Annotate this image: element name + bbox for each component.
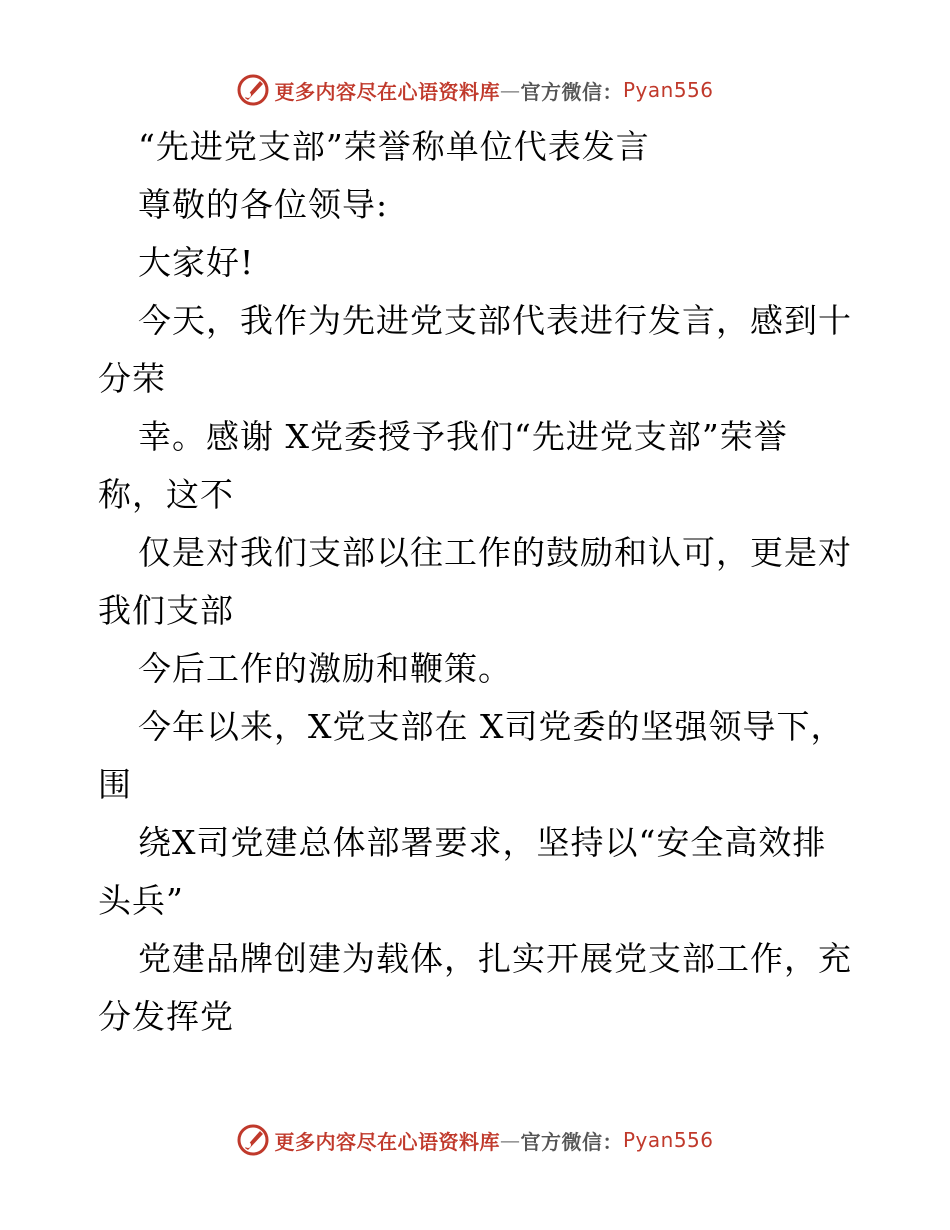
paragraph-line: 称，这不 — [98, 475, 234, 514]
banner-wechat-id: Pyan556 — [622, 78, 714, 102]
paragraph-line: 今年以来，X党支部在 X司党委的坚强领导下， — [138, 707, 845, 746]
banner-wechat-label: 官方微信： — [520, 79, 623, 104]
paragraph-line: 分荣 — [98, 359, 166, 398]
paragraph-line: 绕X司党建总体部署要求，坚持以“安全高效排 — [138, 823, 827, 862]
banner-separator: — — [499, 78, 521, 102]
quill-logo-icon — [236, 1123, 270, 1157]
banner-main-text: 更多内容尽在心语资料库 — [274, 1129, 500, 1154]
paragraph-line: 仅是对我们支部以往工作的鼓励和认可，更是对 — [138, 533, 852, 572]
paragraph-line: 围 — [98, 765, 132, 804]
banner-main-text: 更多内容尽在心语资料库 — [274, 79, 500, 104]
paragraph-line: 幸。感谢 X党委授予我们“先进党支部”荣誉 — [138, 417, 788, 456]
footer-banner — [0, 1120, 950, 1160]
document-body — [98, 118, 858, 1046]
header-banner — [0, 70, 950, 110]
banner-wechat-label: 官方微信： — [520, 1129, 623, 1154]
quill-logo-icon — [236, 73, 270, 107]
greeting: 大家好! — [138, 243, 255, 282]
paragraph-line: 今后工作的激励和鞭策。 — [138, 649, 512, 688]
salutation: 尊敬的各位领导: — [138, 185, 389, 224]
paragraph-line: 分发挥党 — [98, 997, 234, 1036]
paragraph-line: 今天，我作为先进党支部代表进行发言，感到十 — [138, 301, 852, 340]
paragraph-line: 党建品牌创建为载体，扎实开展党支部工作，充 — [138, 939, 852, 978]
banner-separator: — — [499, 1128, 521, 1152]
banner-wechat-id: Pyan556 — [622, 1128, 714, 1152]
paragraph-line: 我们支部 — [98, 591, 234, 630]
document-title: “先进党支部”荣誉称单位代表发言 — [138, 127, 650, 166]
paragraph-line: 头兵” — [98, 881, 184, 920]
